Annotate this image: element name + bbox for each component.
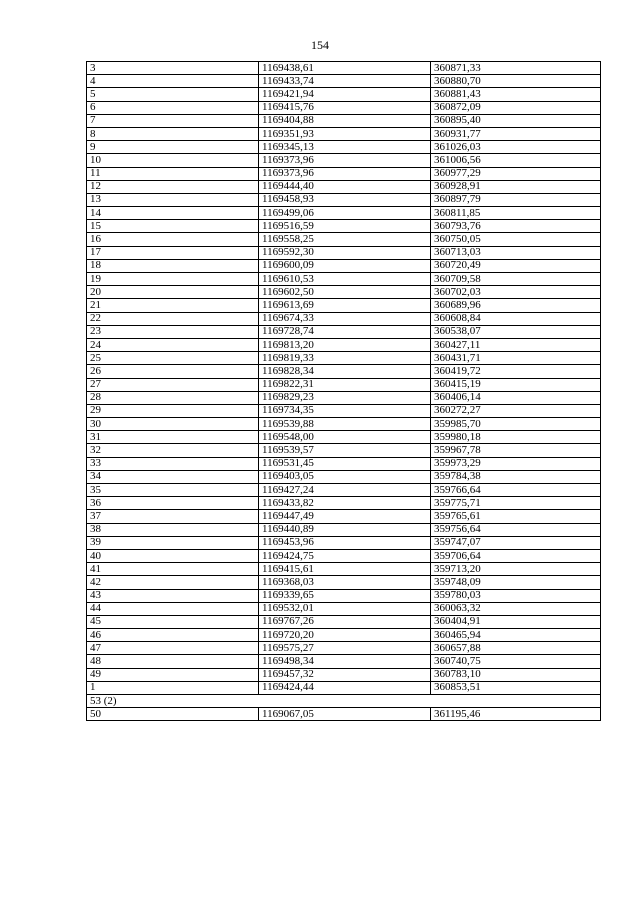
x-coordinate-cell: 1169457,32 — [259, 668, 431, 681]
point-number-cell: 33 — [87, 457, 259, 470]
y-coordinate-cell: 360931,77 — [431, 127, 601, 140]
point-number-cell: 28 — [87, 391, 259, 404]
y-coordinate-cell: 360431,71 — [431, 352, 601, 365]
x-coordinate-cell: 1169440,89 — [259, 523, 431, 536]
table-row — [87, 523, 601, 536]
point-number-cell: 19 — [87, 273, 259, 286]
x-coordinate-cell: 1169767,26 — [259, 615, 431, 628]
point-number-cell: 35 — [87, 484, 259, 497]
table-row — [87, 141, 601, 154]
y-coordinate-cell: 360713,03 — [431, 246, 601, 259]
point-number-cell: 50 — [87, 708, 259, 721]
x-coordinate-cell: 1169067,05 — [259, 708, 431, 721]
table-row — [87, 431, 601, 444]
table-row — [87, 286, 601, 299]
table-row — [87, 273, 601, 286]
x-coordinate-cell: 1169531,45 — [259, 457, 431, 470]
table-row — [87, 484, 601, 497]
x-coordinate-cell: 1169819,33 — [259, 352, 431, 365]
point-number-cell: 20 — [87, 286, 259, 299]
y-coordinate-cell: 359748,09 — [431, 576, 601, 589]
y-coordinate-cell: 360720,49 — [431, 259, 601, 272]
y-coordinate-cell: 361195,46 — [431, 708, 601, 721]
x-coordinate-cell: 1169610,53 — [259, 273, 431, 286]
x-coordinate-cell: 1169613,69 — [259, 299, 431, 312]
y-coordinate-cell: 361006,56 — [431, 154, 601, 167]
y-coordinate-cell: 360881,43 — [431, 88, 601, 101]
x-coordinate-cell: 1169829,23 — [259, 391, 431, 404]
point-number-cell: 5 — [87, 88, 259, 101]
table-row — [87, 193, 601, 206]
x-coordinate-cell: 1169458,93 — [259, 193, 431, 206]
y-coordinate-cell: 359980,18 — [431, 431, 601, 444]
x-coordinate-cell: 1169403,05 — [259, 470, 431, 483]
y-coordinate-cell: 360406,14 — [431, 391, 601, 404]
table-row — [87, 668, 601, 681]
y-coordinate-cell: 360427,11 — [431, 338, 601, 351]
point-number-cell: 22 — [87, 312, 259, 325]
point-number-cell: 6 — [87, 101, 259, 114]
y-coordinate-cell: 360657,88 — [431, 642, 601, 655]
x-coordinate-cell: 1169734,35 — [259, 404, 431, 417]
table-row — [87, 259, 601, 272]
x-coordinate-cell: 1169532,01 — [259, 602, 431, 615]
table-row — [87, 352, 601, 365]
point-number-cell: 49 — [87, 668, 259, 681]
point-number-cell: 38 — [87, 523, 259, 536]
point-number-cell: 45 — [87, 615, 259, 628]
x-coordinate-cell: 1169720,20 — [259, 629, 431, 642]
y-coordinate-cell: 360465,94 — [431, 629, 601, 642]
y-coordinate-cell: 359967,78 — [431, 444, 601, 457]
y-coordinate-cell: 360689,96 — [431, 299, 601, 312]
table-row — [87, 655, 601, 668]
table-row — [87, 325, 601, 338]
y-coordinate-cell: 361026,03 — [431, 141, 601, 154]
point-number-cell: 42 — [87, 576, 259, 589]
page-number: 154 — [311, 38, 329, 52]
point-number-cell: 4 — [87, 75, 259, 88]
coordinates-table-body — [87, 62, 601, 721]
y-coordinate-cell: 360415,19 — [431, 378, 601, 391]
y-coordinate-cell: 360880,70 — [431, 75, 601, 88]
x-coordinate-cell: 1169404,88 — [259, 114, 431, 127]
x-coordinate-cell: 1169415,76 — [259, 101, 431, 114]
y-coordinate-cell: 360404,91 — [431, 615, 601, 628]
table-row — [87, 536, 601, 549]
point-number-cell: 29 — [87, 404, 259, 417]
x-coordinate-cell: 1169592,30 — [259, 246, 431, 259]
x-coordinate-cell: 1169444,40 — [259, 180, 431, 193]
table-row — [87, 127, 601, 140]
point-number-cell: 13 — [87, 193, 259, 206]
table-row — [87, 62, 601, 75]
point-number-cell: 31 — [87, 431, 259, 444]
y-coordinate-cell: 360928,91 — [431, 180, 601, 193]
x-coordinate-cell: 1169539,57 — [259, 444, 431, 457]
table-row — [87, 114, 601, 127]
table-row — [87, 642, 601, 655]
y-coordinate-cell: 360740,75 — [431, 655, 601, 668]
point-number-cell: 48 — [87, 655, 259, 668]
x-coordinate-cell: 1169558,25 — [259, 233, 431, 246]
x-coordinate-cell: 1169453,96 — [259, 536, 431, 549]
table-row — [87, 75, 601, 88]
y-coordinate-cell: 359775,71 — [431, 497, 601, 510]
x-coordinate-cell: 1169575,27 — [259, 642, 431, 655]
table-row — [87, 312, 601, 325]
x-coordinate-cell: 1169345,13 — [259, 141, 431, 154]
point-number-cell: 41 — [87, 563, 259, 576]
table-row — [87, 220, 601, 233]
point-number-cell: 11 — [87, 167, 259, 180]
y-coordinate-cell: 360709,58 — [431, 273, 601, 286]
y-coordinate-cell: 360783,10 — [431, 668, 601, 681]
section-label-row — [87, 695, 601, 708]
x-coordinate-cell: 1169813,20 — [259, 338, 431, 351]
y-coordinate-cell: 359780,03 — [431, 589, 601, 602]
table-row — [87, 444, 601, 457]
x-coordinate-cell: 1169822,31 — [259, 378, 431, 391]
x-coordinate-cell: 1169728,74 — [259, 325, 431, 338]
point-number-cell: 14 — [87, 207, 259, 220]
y-coordinate-cell: 360977,29 — [431, 167, 601, 180]
y-coordinate-cell: 360063,32 — [431, 602, 601, 615]
point-number-cell: 25 — [87, 352, 259, 365]
table-row — [87, 457, 601, 470]
point-number-cell: 30 — [87, 418, 259, 431]
point-number-cell: 32 — [87, 444, 259, 457]
table-row — [87, 418, 601, 431]
x-coordinate-cell: 1169427,24 — [259, 484, 431, 497]
y-coordinate-cell: 360272,27 — [431, 404, 601, 417]
x-coordinate-cell: 1169373,96 — [259, 154, 431, 167]
table-row — [87, 404, 601, 417]
point-number-cell: 15 — [87, 220, 259, 233]
point-number-cell: 47 — [87, 642, 259, 655]
point-number-cell: 17 — [87, 246, 259, 259]
point-number-cell: 7 — [87, 114, 259, 127]
point-number-cell: 3 — [87, 62, 259, 75]
table-row — [87, 338, 601, 351]
point-number-cell: 27 — [87, 378, 259, 391]
table-row — [87, 154, 601, 167]
point-number-cell: 12 — [87, 180, 259, 193]
table-row — [87, 510, 601, 523]
table-row — [87, 167, 601, 180]
x-coordinate-cell: 1169351,93 — [259, 127, 431, 140]
table-row — [87, 549, 601, 562]
point-number-cell: 43 — [87, 589, 259, 602]
y-coordinate-cell: 359765,61 — [431, 510, 601, 523]
point-number-cell: 37 — [87, 510, 259, 523]
table-row — [87, 563, 601, 576]
point-number-cell: 21 — [87, 299, 259, 312]
y-coordinate-cell: 359766,64 — [431, 484, 601, 497]
coordinates-table — [86, 61, 601, 721]
y-coordinate-cell: 359756,64 — [431, 523, 601, 536]
y-coordinate-cell: 359747,07 — [431, 536, 601, 549]
point-number-cell: 36 — [87, 497, 259, 510]
point-number-cell: 34 — [87, 470, 259, 483]
x-coordinate-cell: 1169828,34 — [259, 365, 431, 378]
y-coordinate-cell: 360895,40 — [431, 114, 601, 127]
table-row — [87, 576, 601, 589]
point-number-cell: 8 — [87, 127, 259, 140]
table-row — [87, 365, 601, 378]
table-row — [87, 470, 601, 483]
table-row — [87, 589, 601, 602]
x-coordinate-cell: 1169339,65 — [259, 589, 431, 602]
y-coordinate-cell: 359985,70 — [431, 418, 601, 431]
x-coordinate-cell: 1169424,44 — [259, 681, 431, 694]
table-row — [87, 233, 601, 246]
point-number-cell: 18 — [87, 259, 259, 272]
section-label-cell: 53 (2) — [87, 695, 601, 708]
x-coordinate-cell: 1169539,88 — [259, 418, 431, 431]
x-coordinate-cell: 1169548,00 — [259, 431, 431, 444]
x-coordinate-cell: 1169421,94 — [259, 88, 431, 101]
y-coordinate-cell: 360702,03 — [431, 286, 601, 299]
point-number-cell: 26 — [87, 365, 259, 378]
y-coordinate-cell: 360538,07 — [431, 325, 601, 338]
point-number-cell: 1 — [87, 681, 259, 694]
x-coordinate-cell: 1169600,09 — [259, 259, 431, 272]
table-row — [87, 207, 601, 220]
x-coordinate-cell: 1169433,82 — [259, 497, 431, 510]
table-row — [87, 708, 601, 721]
table-row — [87, 88, 601, 101]
x-coordinate-cell: 1169498,34 — [259, 655, 431, 668]
table-row — [87, 246, 601, 259]
y-coordinate-cell: 360897,79 — [431, 193, 601, 206]
point-number-cell: 44 — [87, 602, 259, 615]
x-coordinate-cell: 1169674,33 — [259, 312, 431, 325]
y-coordinate-cell: 360793,76 — [431, 220, 601, 233]
y-coordinate-cell: 360871,33 — [431, 62, 601, 75]
y-coordinate-cell: 359784,38 — [431, 470, 601, 483]
y-coordinate-cell: 360872,09 — [431, 101, 601, 114]
table-row — [87, 101, 601, 114]
y-coordinate-cell: 359706,64 — [431, 549, 601, 562]
y-coordinate-cell: 360853,51 — [431, 681, 601, 694]
point-number-cell: 16 — [87, 233, 259, 246]
y-coordinate-cell: 360811,85 — [431, 207, 601, 220]
x-coordinate-cell: 1169602,50 — [259, 286, 431, 299]
y-coordinate-cell: 360608,84 — [431, 312, 601, 325]
point-number-cell: 9 — [87, 141, 259, 154]
point-number-cell: 40 — [87, 549, 259, 562]
table-row — [87, 629, 601, 642]
y-coordinate-cell: 359973,29 — [431, 457, 601, 470]
x-coordinate-cell: 1169424,75 — [259, 549, 431, 562]
table-row — [87, 602, 601, 615]
y-coordinate-cell: 360750,05 — [431, 233, 601, 246]
table-row — [87, 299, 601, 312]
table-row — [87, 497, 601, 510]
point-number-cell: 23 — [87, 325, 259, 338]
x-coordinate-cell: 1169415,61 — [259, 563, 431, 576]
point-number-cell: 10 — [87, 154, 259, 167]
x-coordinate-cell: 1169433,74 — [259, 75, 431, 88]
x-coordinate-cell: 1169447,49 — [259, 510, 431, 523]
x-coordinate-cell: 1169516,59 — [259, 220, 431, 233]
x-coordinate-cell: 1169373,96 — [259, 167, 431, 180]
x-coordinate-cell: 1169438,61 — [259, 62, 431, 75]
table-row — [87, 180, 601, 193]
table-row — [87, 681, 601, 694]
table-row — [87, 391, 601, 404]
table-row — [87, 378, 601, 391]
x-coordinate-cell: 1169499,06 — [259, 207, 431, 220]
point-number-cell: 39 — [87, 536, 259, 549]
y-coordinate-cell: 360419,72 — [431, 365, 601, 378]
point-number-cell: 24 — [87, 338, 259, 351]
point-number-cell: 46 — [87, 629, 259, 642]
table-row — [87, 615, 601, 628]
x-coordinate-cell: 1169368,03 — [259, 576, 431, 589]
y-coordinate-cell: 359713,20 — [431, 563, 601, 576]
